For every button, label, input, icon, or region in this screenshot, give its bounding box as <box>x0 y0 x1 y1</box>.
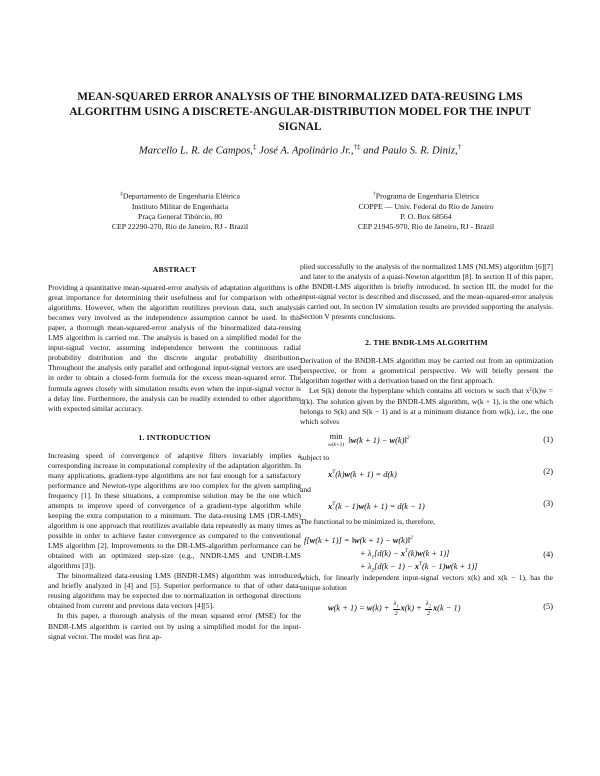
affiliation-right-line: COPPE — Univ. Federal do Rio de Janeiro <box>358 201 494 211</box>
section2-paragraph-2: Let S(k) denote the hyperplane which contains all vectors w such that xᵀ(k)w = d(k). The solution given by the BNDR-LMS algorithm, w(k + 1), is the one which belongs to S(k) and S(k − 1) and is at a minimum distance from w(k), i.e., the one which solves <box>300 386 553 426</box>
author-1: Marcello L. R. de Campos, <box>138 145 253 157</box>
equation-number: (3) <box>543 498 553 508</box>
author-1-mark: ‡ <box>252 143 257 151</box>
intro-paragraph-3: In this paper, a thorough analysis of the mean squared error (MSE) for the BNDR-LMS algorithm is carried out by using a simplified model for the input-signal vector. The model was first ap- <box>48 611 301 641</box>
section2-paragraph-1: Derivation of the BNDR-LMS algorithm may be carried out from an optimization perspective, or from a geometrical perspective. We will briefly present the algorithm together with a derivation based on the first approach. <box>300 356 553 386</box>
affiliation-right-line: CEP 21945-970, Rio de Janeiro, RJ - Brazil <box>357 222 495 232</box>
introduction-heading: 1. INTRODUCTION <box>138 432 211 442</box>
equation-number: (1) <box>543 434 553 444</box>
equation-number: (5) <box>543 601 553 611</box>
affiliation-right <box>306 189 546 232</box>
affiliation-left-line: Praça General Tibúrcio, 80 <box>137 212 222 221</box>
author-list <box>40 143 560 157</box>
author-3: and Paulo S. R. Diniz, <box>360 145 458 157</box>
and-text: and <box>300 484 311 494</box>
affiliation-left <box>60 189 300 232</box>
intro-paragraph-1: Increasing speed of convergence of adaptive filters invariably implies a corresponding increase in computational complexity of the adaptation algorithm. In many applications, gradient-type algorithms are not fast enough for a satisfactory performance and Newton-type algorithms are too complex for the given sampling frequency [1]. In these situations, a compromise solution may be the one which attempts to improve speed of convergence of a gradient-type algorithm while keeping the extra computation to a minimum. The data-reusing LMS (DR-LMS) algorithm is one approach that reutilizes available data repeatedly as many times as possible in order to achieve faster convergence as compared to the conventional LMS algorithm [2]. Improvements to the DR-LMS-algorithm performance can be obtained with an optimized step-size (e.g., NNDR-LMS and UNDR-LMS algorithms [3]). <box>48 450 301 571</box>
section2-heading: 2. THE BNDR-LMS ALGORITHM <box>365 338 488 348</box>
left-column <box>48 265 301 642</box>
title-line-3: SIGNAL <box>278 121 322 133</box>
affiliation-left-line: CEP 22290-270, Rio de Janeiro, RJ - Brazil <box>111 222 249 232</box>
equation-5: w(k + 1) = w(k) + $\frac{\lambda_1}{2}$ x(k) + $\frac{\lambda_2}{2}$ x(k − 1) (5) <box>328 599 553 618</box>
section1-continuation: plied successfully to the analysis of the normalized LMS (NLMS) algorithm [6][7] and later to the analysis of a quasi-Newton algorithm [8]. In section II of this paper, the BNDR-LMS algorithm is briefly introduced. In section III, the model for the input-signal vector is described and discussed, and the mean-squared-error analysis is carried out. In section IV simulation results are provided supporting the analysis. Section V presents conclusions. <box>300 262 553 322</box>
title-line-1: MEAN-SQUARED ERROR ANALYSIS OF THE BINORMALIZED DATA-REUSING LMS <box>77 91 523 103</box>
affiliation-right-mark: † <box>372 191 376 197</box>
equation-number: (4) <box>543 549 553 559</box>
paper-title <box>40 90 560 135</box>
affiliation-left-mark: ‡ <box>120 191 123 197</box>
right-column <box>300 262 553 621</box>
intro-paragraph-2: The binormalized data-reusing LMS (BNDR-LMS) algorithm was introduced and briefly analyzed in [4] and [5]. Superior performance to that of other data-reusing algorithms may be expected due to normalization in orthogonal directions obtained from current and previous data vectors [4][5]. <box>48 571 301 611</box>
title-line-2: ALGORITHM USING A DISCRETE-ANGULAR-DISTRIBUTION MODEL FOR THE INPUT <box>69 106 531 118</box>
affiliation-left-line: Instituto Militar de Engenharia <box>131 201 229 211</box>
abstract-heading: ABSTRACT <box>152 265 197 274</box>
affiliation-right-line: P. O. Box 68564 <box>400 212 452 221</box>
author-3-mark: † <box>457 143 462 151</box>
author-2-mark: †‡ <box>353 143 361 151</box>
solution-intro-text: which, for linearly independent input-signal vectors x(k) and x(k − 1), has the unique solution <box>300 572 553 592</box>
equation-1: min w(k+1) ‖w(k + 1) − w(k)‖$^2$ (1) <box>328 431 553 448</box>
equation-2: $x^T(k)w(k + 1) = d(k)$ (2) <box>328 466 553 479</box>
affiliation-right-line: Programa de Engenharia Elétrica <box>375 191 479 201</box>
affiliation-left-line: Departamento de Engenharia Elétrica <box>122 191 240 201</box>
equation-number: (2) <box>543 466 553 476</box>
equation-3: $x^T(k - 1)w(k + 1) = d(k - 1)$ (3) <box>328 498 553 511</box>
equation-4: f[w(k + 1)] = ‖w(k + 1) − w(k)‖$^2$ + $\lambda_1[d(k) - x^T(k)w(k + 1)]$ + $\lambda_2[d(k - 1) - x^T(k - 1)w(k + 1)]$ (4) <box>304 534 553 574</box>
subject-to-text: subject to <box>300 452 330 462</box>
abstract-text: Providing a quantitative mean-squared-error analysis of adaptation algorithms is of great importance for determining their usefulness and for comparison with other algorithms. However, when the algorithm reutilizes previous data, such analysis becomes very involved as the independence assumption cannot be used. In this paper, a thorough mean-squared-error analysis of the binormalized data-reusing LMS algorithm is carried out. The analysis is based on a simplified model for the input-signal vector, assuming independence between the continuous radial probability distribution and the discrete angular probability distribution. Throughout the analysis only parallel and orthogonal input-signal vectors are used in order to obtain a closed-form formula for the excess mean-squared error. The formula agrees closely with simulation results even when the input-signal vector is a delay line. Furthermore, the analysis can be readily extended to other algorithms with expected similar accuracy. <box>48 283 301 413</box>
functional-text: The functional to be minimized is, therefore, <box>300 516 435 526</box>
author-2: José A. Apolinário Jr., <box>256 145 354 157</box>
